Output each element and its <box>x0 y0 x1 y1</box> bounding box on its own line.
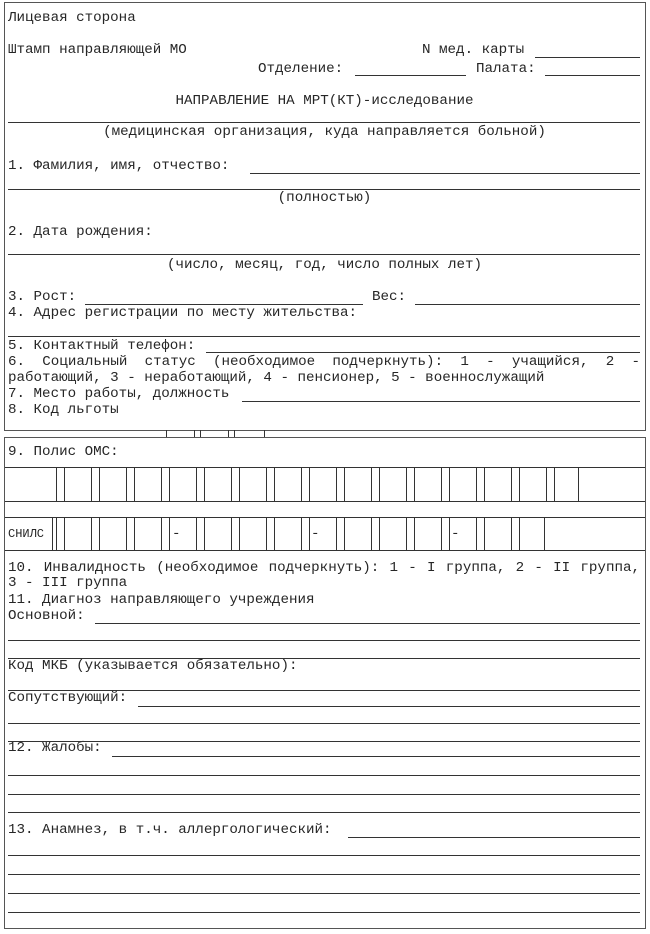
cell-divider <box>476 467 477 501</box>
fill-in-line[interactable] <box>8 912 640 913</box>
cell-divider <box>231 467 232 501</box>
cell-divider <box>371 517 372 550</box>
fill-in-line[interactable] <box>242 401 640 402</box>
fill-in-line[interactable] <box>8 658 640 659</box>
full-name-label: 1. Фамилия, имя, отчество: <box>8 158 230 174</box>
cell-divider <box>56 467 57 501</box>
cell-divider <box>134 467 135 501</box>
org-caption: (медицинская организация, куда направляется больной) <box>103 124 546 140</box>
fill-in-line[interactable] <box>8 812 640 813</box>
cell-divider <box>344 517 345 550</box>
complaints-label: 12. Жалобы: <box>8 740 102 756</box>
cell-divider <box>204 517 205 550</box>
full-name-caption: (полностью) <box>277 190 372 206</box>
cell-divider <box>554 467 555 501</box>
fill-in-line[interactable] <box>8 122 640 123</box>
anamnesis-label: 13. Анамнез, в т.ч. аллергологический: <box>8 822 332 838</box>
fill-in-line[interactable] <box>8 189 640 190</box>
address-label: 4. Адрес регистрации по месту жительства: <box>8 305 358 321</box>
cell-divider <box>511 517 512 550</box>
fill-in-line[interactable] <box>206 352 640 353</box>
stamp-label: Штамп направляющей МО <box>8 42 187 58</box>
social-status-line1: 6. Социальный статус (необходимое подчеркнуть): 1 - учащийся, 2 - <box>8 354 640 370</box>
height-label: 3. Рост: <box>8 289 77 305</box>
fill-in-line[interactable] <box>138 706 640 707</box>
birth-date-caption: (число, месяц, год, число полных лет) <box>166 257 482 273</box>
grid-line[interactable] <box>5 467 645 468</box>
fill-in-line[interactable] <box>8 254 640 255</box>
cell-divider <box>406 517 407 550</box>
snils-dash: - <box>172 526 181 542</box>
fill-in-line[interactable] <box>8 690 640 691</box>
cell-divider <box>309 517 310 550</box>
fill-in-line[interactable] <box>8 723 640 724</box>
grid-line[interactable] <box>5 550 645 551</box>
cell-divider <box>309 467 310 501</box>
main-diagnosis-label: Основной: <box>8 608 85 624</box>
cell-divider <box>266 517 267 550</box>
fill-in-line[interactable] <box>8 893 640 894</box>
cell-divider <box>169 467 170 501</box>
cell-divider <box>91 517 92 550</box>
cell-divider <box>234 430 235 437</box>
workplace-label: 7. Место работы, должность <box>8 386 230 402</box>
cell-divider <box>441 467 442 501</box>
cell-divider <box>239 467 240 501</box>
ward-label: Палата: <box>476 61 536 77</box>
cell-divider <box>371 467 372 501</box>
cell-divider <box>301 467 302 501</box>
cell-divider <box>578 467 579 501</box>
fill-in-line[interactable] <box>8 874 640 875</box>
fill-in-line[interactable] <box>85 304 363 305</box>
cell-divider <box>336 467 337 501</box>
fill-in-line[interactable] <box>250 173 640 174</box>
fill-in-line[interactable] <box>8 336 640 337</box>
cell-divider <box>546 467 547 501</box>
fill-in-line[interactable] <box>545 75 640 76</box>
cell-divider <box>161 517 162 550</box>
snils-label: СНИЛС <box>8 527 45 541</box>
cell-divider <box>484 517 485 550</box>
med-card-label: N мед. карты <box>422 42 525 58</box>
side-label: Лицевая сторона <box>8 10 136 26</box>
cell-divider <box>544 517 545 550</box>
cell-divider <box>519 517 520 550</box>
snils-dash: - <box>311 526 320 542</box>
cell-divider <box>196 517 197 550</box>
cell-divider <box>484 467 485 501</box>
cell-divider <box>449 517 450 550</box>
icd-code-label: Код МКБ (указывается обязательно): <box>8 658 298 674</box>
cell-divider <box>239 517 240 550</box>
grid-line[interactable] <box>5 517 645 518</box>
cell-divider <box>166 430 167 437</box>
cell-divider <box>204 467 205 501</box>
cell-divider <box>64 517 65 550</box>
cell-divider <box>344 467 345 501</box>
department-label: Отделение: <box>258 61 344 77</box>
cell-divider <box>126 517 127 550</box>
cell-divider <box>274 467 275 501</box>
fill-in-line[interactable] <box>8 775 640 776</box>
fill-in-line[interactable] <box>355 75 466 76</box>
cell-divider <box>126 467 127 501</box>
cell-divider <box>228 430 229 437</box>
cell-divider <box>64 467 65 501</box>
fill-in-line[interactable] <box>95 623 640 624</box>
cell-divider <box>449 467 450 501</box>
fill-in-line[interactable] <box>348 837 640 838</box>
page-title: НАПРАВЛЕНИЕ НА МРТ(КТ)-исследование <box>175 93 474 109</box>
cell-divider <box>476 517 477 550</box>
disability-line1: 10. Инвалидность (необходимое подчеркнуть): 1 - I группа, 2 - II группа, <box>8 560 640 576</box>
oms-policy-label: 9. Полис ОМС: <box>8 444 119 460</box>
cell-divider <box>91 467 92 501</box>
cell-divider <box>379 467 380 501</box>
cell-divider <box>99 467 100 501</box>
cell-divider <box>519 467 520 501</box>
cell-divider <box>196 467 197 501</box>
disability-line2: 3 - III группа <box>8 575 128 591</box>
cell-divider <box>266 467 267 501</box>
snils-dash: - <box>451 526 460 542</box>
cell-divider <box>56 517 57 550</box>
cell-divider <box>194 430 195 437</box>
cell-divider <box>379 517 380 550</box>
cell-divider <box>511 467 512 501</box>
phone-label: 5. Контактный телефон: <box>8 338 196 354</box>
cell-divider <box>406 467 407 501</box>
cell-divider <box>99 517 100 550</box>
fill-in-line[interactable] <box>8 794 640 795</box>
fill-in-line[interactable] <box>8 640 640 641</box>
cell-divider <box>264 430 265 437</box>
cell-divider <box>441 517 442 550</box>
fill-in-line[interactable] <box>8 741 640 742</box>
weight-label: Вес: <box>372 289 407 305</box>
fill-in-line[interactable] <box>112 756 640 757</box>
cell-divider <box>336 517 337 550</box>
cell-divider <box>414 517 415 550</box>
cell-divider <box>52 517 53 550</box>
cell-divider <box>231 517 232 550</box>
cell-divider <box>169 517 170 550</box>
cell-divider <box>161 467 162 501</box>
cell-divider <box>200 430 201 437</box>
cell-divider <box>274 517 275 550</box>
fill-in-line[interactable] <box>415 304 640 305</box>
fill-in-line[interactable] <box>535 57 640 58</box>
cell-divider <box>414 467 415 501</box>
cell-divider <box>134 517 135 550</box>
social-status-line2: работающий, 3 - неработающий, 4 - пенсионер, 5 - военнослужащий <box>8 370 545 386</box>
benefit-code-label: 8. Код льготы <box>8 402 119 418</box>
diagnosis-label: 11. Диагноз направляющего учреждения <box>8 592 315 608</box>
cell-divider <box>301 517 302 550</box>
birth-date-label: 2. Дата рождения: <box>8 224 153 240</box>
grid-line[interactable] <box>5 501 645 502</box>
fill-in-line[interactable] <box>8 855 640 856</box>
concomitant-label: Сопутствующий: <box>8 690 128 706</box>
